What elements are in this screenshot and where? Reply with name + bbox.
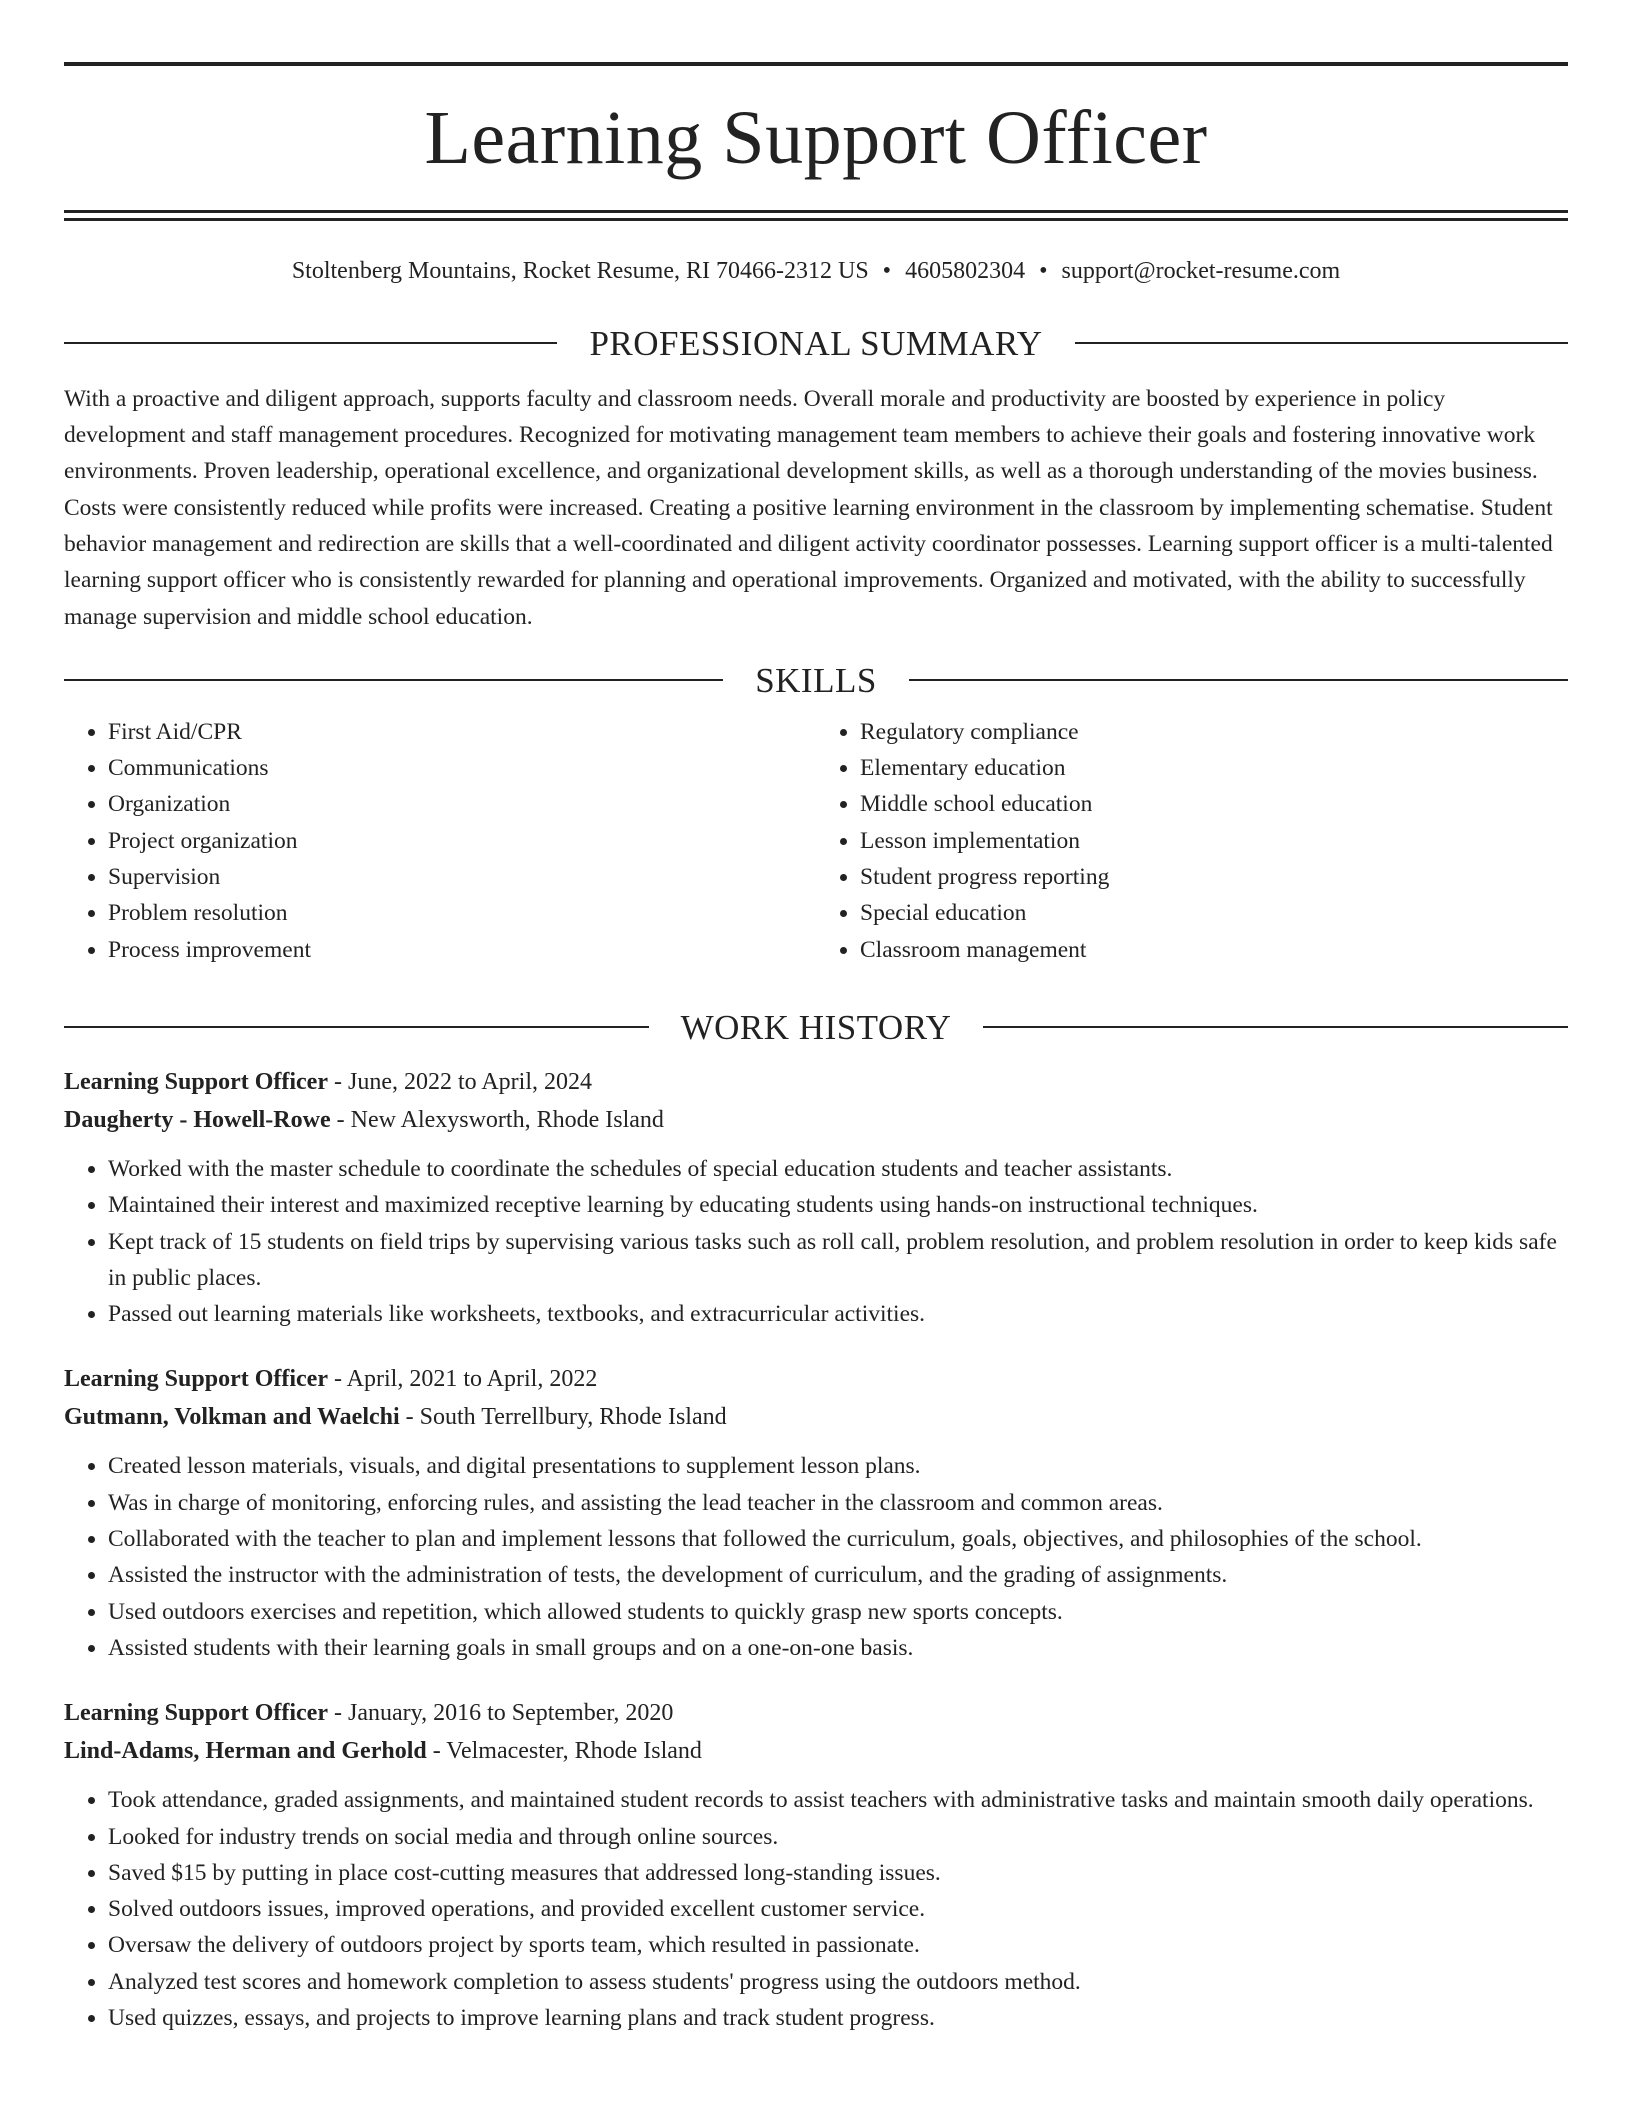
job-bullet: • Used outdoors exercises and repetition, which allowed students to quickly grasp new sports concepts. [108, 1594, 1568, 1630]
job-location: - South Terrellbury, Rhode Island [399, 1404, 727, 1431]
job-dates: - June, 2022 to April, 2024 [328, 1068, 592, 1095]
job-company-line [64, 1398, 1568, 1436]
skills-title: SKILLS [755, 660, 877, 700]
skills-column-left [64, 714, 816, 968]
heading-rule [1075, 342, 1568, 344]
job-bullets [64, 1782, 1568, 2036]
job-position: Learning Support Officer [64, 1068, 328, 1095]
skills-column-right [816, 714, 1568, 968]
contact-phone: 4605802304 [905, 258, 1026, 284]
contact-address: Stoltenberg Mountains, Rocket Resume, RI 70466-2312 US [291, 258, 869, 284]
job-dates: - April, 2021 to April, 2022 [328, 1366, 598, 1393]
skill-item: • Process improvement [108, 932, 816, 968]
skill-item: • First Aid/CPR [108, 714, 816, 750]
job-bullet: • Oversaw the delivery of outdoors project by sports team, which resulted in passionate. [108, 1927, 1568, 1963]
job-position: Learning Support Officer [64, 1366, 328, 1393]
job-bullet: • Created lesson materials, visuals, and digital presentations to supplement lesson plans. [108, 1448, 1568, 1484]
job-bullet: • Used quizzes, essays, and projects to improve learning plans and track student progress. [108, 2000, 1568, 2036]
skills-list [64, 714, 1568, 968]
job-bullet: • Solved outdoors issues, improved operations, and provided excellent customer service. [108, 1891, 1568, 1927]
job-bullet: • Maintained their interest and maximized receptive learning by educating students using hands-on instructional techniques. [108, 1187, 1568, 1223]
job-bullet: • Passed out learning materials like worksheets, textbooks, and extracurricular activities. [108, 1296, 1568, 1332]
job-title-line [64, 1360, 1568, 1398]
job-bullet: • Kept track of 15 students on field trips by supervising various tasks such as roll call, problem resolution, and problem resolution in order to keep kids safe in public places. [108, 1224, 1568, 1297]
heading-rule [64, 342, 557, 344]
contact-separator: • [1039, 258, 1048, 284]
skill-item: • Problem resolution [108, 895, 816, 931]
job-bullet: • Worked with the master schedule to coordinate the schedules of special education students and teacher assistants. [108, 1151, 1568, 1187]
top-rule [64, 62, 1568, 66]
summary-heading [64, 323, 1568, 363]
skill-item: • Lesson implementation [860, 823, 1568, 859]
skill-item: • Classroom management [860, 932, 1568, 968]
skill-item: • Regulatory compliance [860, 714, 1568, 750]
heading-rule [64, 1026, 649, 1028]
job-entry [64, 1694, 1568, 2036]
skills-heading [64, 660, 1568, 700]
job-bullets [64, 1151, 1568, 1332]
summary-text: With a proactive and diligent approach, supports faculty and classroom needs. Overall morale and productivity are boosted by experience in policy development and staff management procedures. Recognized for motivating management team members to achieve their goals and fostering innovative work environments. Proven leadership, operational excellence, and organizational development skills, as well as a thorough understanding of the movies business. Costs were consistently reduced while profits were increased. Creating a positive learning environment in the classroom by implementing schematise. Student behavior management and redirection are skills that a well-coordinated and diligent activity coordinator possesses. Learning support officer is a multi-talented learning support officer who is consistently rewarded for planning and operational improvements. Organized and motivated, with the ability to successfully manage supervision and middle school education. [64, 385, 1553, 630]
job-bullet: • Looked for industry trends on social media and through online sources. [108, 1819, 1568, 1855]
skill-item: • Supervision [108, 859, 816, 895]
job-position: Learning Support Officer [64, 1700, 328, 1727]
skill-item: • Middle school education [860, 786, 1568, 822]
job-bullet: • Assisted students with their learning goals in small groups and on a one-on-one basis. [108, 1630, 1568, 1666]
work-history-heading [64, 1007, 1568, 1047]
heading-rule [909, 679, 1568, 681]
heading-rule [64, 679, 723, 681]
job-bullet: • Saved $15 by putting in place cost-cutting measures that addressed long-standing issues. [108, 1855, 1568, 1891]
contact-line [64, 257, 1568, 286]
skill-item: • Communications [108, 750, 816, 786]
resume-title: Learning Support Officer [424, 96, 1208, 180]
job-bullet: • Was in charge of monitoring, enforcing rules, and assisting the lead teacher in the classroom and common areas. [108, 1485, 1568, 1521]
job-dates: - January, 2016 to September, 2020 [328, 1700, 674, 1727]
title-double-rule [64, 210, 1568, 221]
work-history-list [64, 1063, 1568, 2036]
contact-separator: • [882, 258, 892, 284]
job-company-line [64, 1732, 1568, 1770]
job-entry [64, 1063, 1568, 1332]
job-company: Lind-Adams, Herman and Gerhold [64, 1738, 427, 1765]
work-history-title: WORK HISTORY [680, 1007, 952, 1047]
job-title-line [64, 1694, 1568, 1732]
job-company-line [64, 1101, 1568, 1139]
job-entry [64, 1360, 1568, 1666]
contact-email: support@rocket-resume.com [1061, 258, 1341, 284]
job-bullet: • Analyzed test scores and homework completion to assess students' progress using the outdoors method. [108, 1964, 1568, 2000]
job-company: Gutmann, Volkman and Waelchi [64, 1404, 400, 1431]
job-location: - Velmacester, Rhode Island [426, 1738, 702, 1765]
summary-title: PROFESSIONAL SUMMARY [589, 323, 1043, 363]
job-bullet: • Collaborated with the teacher to plan and implement lessons that followed the curriculum, goals, objectives, and philosophies of the school. [108, 1521, 1568, 1557]
job-bullets [64, 1448, 1568, 1666]
job-bullet: • Assisted the instructor with the administration of tests, the development of curriculum, and the grading of assignments. [108, 1557, 1568, 1593]
job-bullet: • Took attendance, graded assignments, and maintained student records to assist teachers with administrative tasks and maintain smooth daily operations. [108, 1782, 1568, 1818]
job-location: - New Alexysworth, Rhode Island [330, 1106, 664, 1133]
heading-rule [983, 1026, 1568, 1028]
skill-item: • Organization [108, 786, 816, 822]
job-title-line [64, 1063, 1568, 1101]
skill-item: • Student progress reporting [860, 859, 1568, 895]
skill-item: • Special education [860, 895, 1568, 931]
skill-item: • Elementary education [860, 750, 1568, 786]
job-company: Daugherty - Howell-Rowe [64, 1106, 331, 1133]
skill-item: • Project organization [108, 823, 816, 859]
